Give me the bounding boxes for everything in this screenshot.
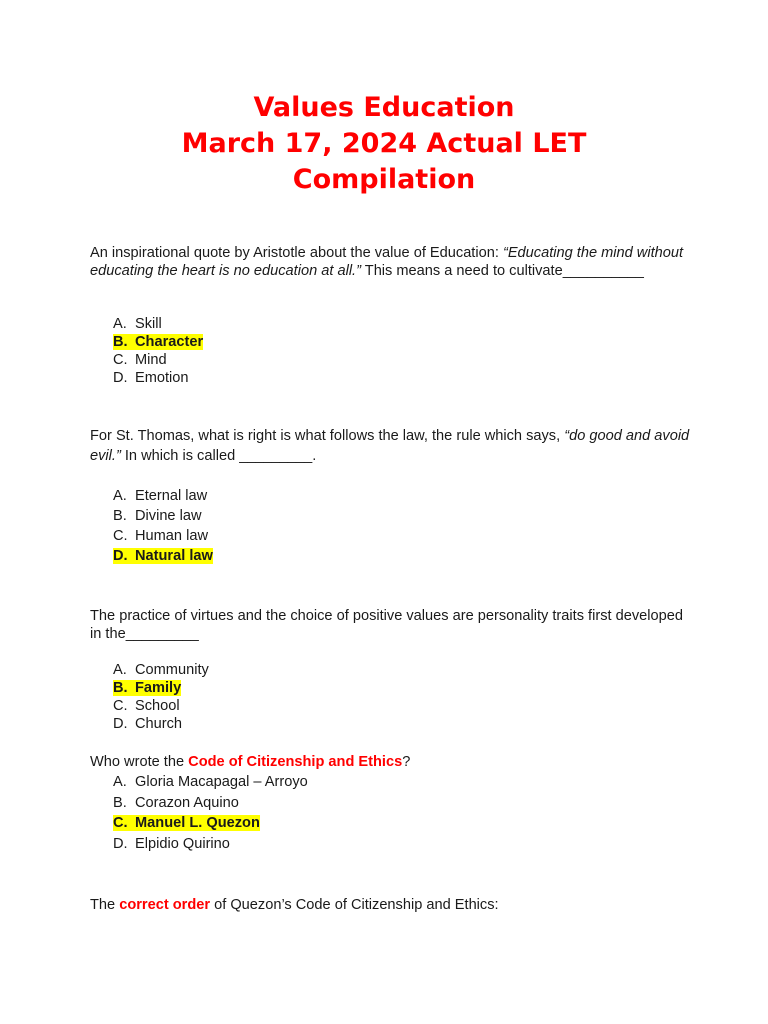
title-line-1: Values Education (253, 92, 515, 123)
title-line-3: Compilation (292, 164, 476, 195)
question-2-options (113, 487, 213, 567)
correct-order-highlight: correct order (119, 897, 211, 913)
question-4-text: Who wrote the Code of Citizenship and Ethics? (90, 754, 411, 770)
option-item: B. Corazon Aquino (113, 794, 239, 811)
question-1 (90, 244, 690, 280)
option-item: D. Church (113, 716, 183, 732)
option-item: C. Human law (113, 528, 208, 544)
option-item: A. Eternal law (113, 488, 208, 504)
question-3 (90, 607, 690, 643)
aristotle-quote: “Educating the mind without educating the heart is no education at all.” (90, 245, 684, 279)
option-item-answer: C. Manuel L. Quezon (113, 815, 260, 831)
question-4 (90, 753, 690, 771)
question-5 (90, 896, 690, 914)
question-2-text: For St. Thomas, what is right is what follows the law, the rule which says, “do good and avoid evil.” In which is called _________. (90, 428, 690, 464)
option-item: A. Gloria Macapagal – Arroyo (113, 774, 308, 790)
option-item: D. Emotion (113, 370, 189, 386)
option-item-answer: B. Family (113, 680, 182, 696)
option-item: A. Community (113, 662, 209, 678)
question-2 (90, 426, 690, 466)
option-item: C. School (113, 698, 180, 714)
option-item: B. Divine law (113, 508, 202, 524)
thomas-quote: “do good and avoid evil.” (90, 428, 690, 464)
option-item: A. Skill (113, 316, 162, 332)
option-item: D. Elpidio Quirino (113, 835, 230, 852)
title-line-2: March 17, 2024 Actual LET (181, 128, 587, 159)
question-1-options (113, 315, 203, 387)
question-5-text: The correct order of Quezon’s Code of Citizenship and Ethics: (90, 897, 499, 913)
option-item-answer: B. Character (113, 334, 204, 350)
document-title (90, 90, 678, 198)
question-1-text: An inspirational quote by Aristotle about the value of Education: “Educating the mind without educating the heart is no education at all.” This means a need to cultivate__________ (90, 245, 684, 279)
question-3-text: The practice of virtues and the choice of positive values are personality traits first developed in the_________ (90, 608, 683, 642)
question-3-options (113, 661, 209, 733)
code-of-citizenship-highlight: Code of Citizenship and Ethics (188, 754, 403, 770)
option-item-answer: D. Natural law (113, 548, 213, 564)
option-item: C. Mind (113, 352, 167, 368)
question-4-options (113, 773, 308, 855)
